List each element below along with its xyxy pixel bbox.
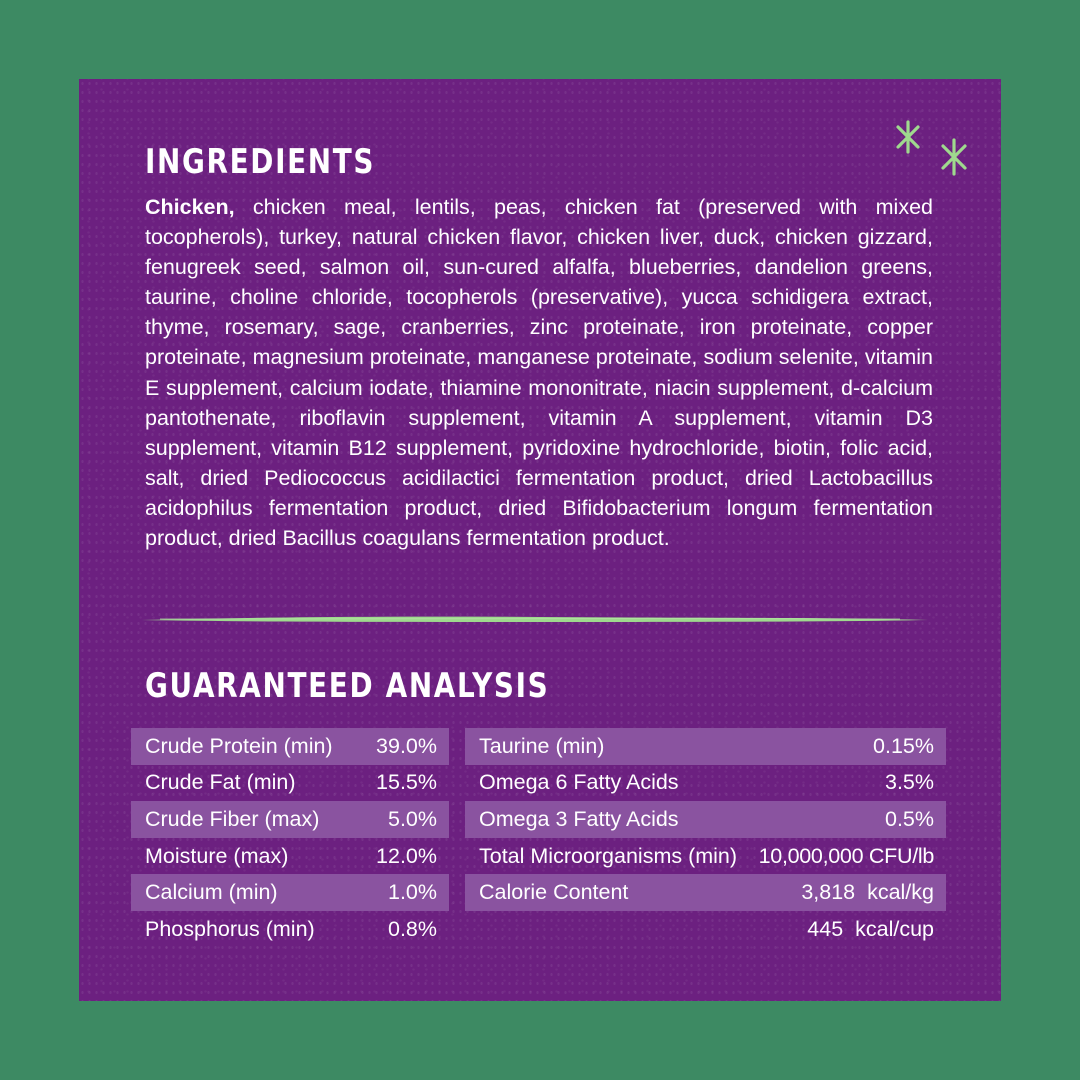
- analysis-value: 39.0%: [376, 733, 437, 758]
- analysis-row: [131, 911, 449, 948]
- brush-stroke-divider: [140, 612, 930, 626]
- analysis-label: Calcium (min): [145, 880, 278, 905]
- analysis-label: Omega 3 Fatty Acids: [479, 806, 679, 831]
- sparkle-icon: [898, 122, 918, 152]
- analysis-row: [465, 801, 946, 838]
- analysis-value: 12.0%: [376, 843, 437, 868]
- analysis-label: Total Microorganisms (min): [479, 843, 738, 868]
- analysis-value: 445 kcal/cup: [807, 916, 934, 941]
- analysis-row: [465, 728, 946, 765]
- sparkle-decoration: [890, 118, 970, 178]
- analysis-heading: GUARANTEED ANALYSIS: [145, 666, 550, 706]
- analysis-label: Crude Fiber (max): [145, 806, 320, 831]
- analysis-row: [465, 838, 946, 875]
- analysis-row: [131, 838, 449, 875]
- analysis-value: 3,818 kcal/kg: [801, 880, 934, 905]
- analysis-value: 10,000,000 CFU/lb: [758, 843, 934, 868]
- analysis-label: Taurine (min): [479, 733, 605, 758]
- analysis-row: [131, 728, 449, 765]
- analysis-value: 0.8%: [387, 916, 437, 941]
- sparkle-icon: [943, 140, 965, 174]
- analysis-row: [131, 874, 449, 911]
- analysis-row: [131, 765, 449, 802]
- analysis-value: 3.5%: [884, 770, 934, 795]
- analysis-table-left: [131, 728, 449, 948]
- ingredients-list: chicken meal, lentils, peas, chicken fat (preserved with mixed tocopherols), turkey, natural chicken flavor, chicken liver, duck, chicken gizzard, fenugreek seed, salmon oil, sun-cured alfalfa, blueberries, dandelion greens, taurine, choline chloride, tocopherols (preservative), yucca schidigera extract, thyme, rosemary, sage, cranberries, zinc proteinate, iron proteinate, copper proteinate, magnesium proteinate, manganese proteinate, sodium selenite, vitamin E supplement, calcium iodate, thiamine mononitrate, niacin supplement, d-calcium pantothenate, riboflavin supplement, vitamin A supplement, vitamin D3 supplement, vitamin B12 supplement, pyridoxine hydrochloride, biotin, folic acid, salt, dried Pediococcus acidilactici fermentation product, dried Lactobacillus acidophilus fermentation product, dried Bifidobacterium longum fermentation product, dried Bacillus coagulans fermentation product.: [145, 195, 933, 551]
- analysis-label: Crude Fat (min): [145, 770, 296, 795]
- analysis-value: 5.0%: [387, 806, 437, 831]
- analysis-row: [465, 874, 946, 911]
- ingredients-heading: INGREDIENTS: [145, 142, 376, 182]
- ingredients-text: [145, 192, 933, 553]
- analysis-row: [465, 911, 946, 948]
- ingredients-lead: Chicken,: [145, 195, 235, 219]
- analysis-label: Omega 6 Fatty Acids: [479, 770, 679, 795]
- analysis-value: 1.0%: [387, 880, 437, 905]
- analysis-value: 0.15%: [873, 733, 934, 758]
- analysis-label: Moisture (max): [145, 843, 289, 868]
- analysis-value: 0.5%: [884, 806, 934, 831]
- analysis-label: Crude Protein (min): [145, 733, 333, 758]
- analysis-row: [465, 765, 946, 802]
- analysis-table-right: [465, 728, 946, 948]
- analysis-row: [131, 801, 449, 838]
- analysis-label: Calorie Content: [479, 880, 629, 905]
- analysis-value: 15.5%: [376, 770, 437, 795]
- analysis-label: Phosphorus (min): [145, 916, 315, 941]
